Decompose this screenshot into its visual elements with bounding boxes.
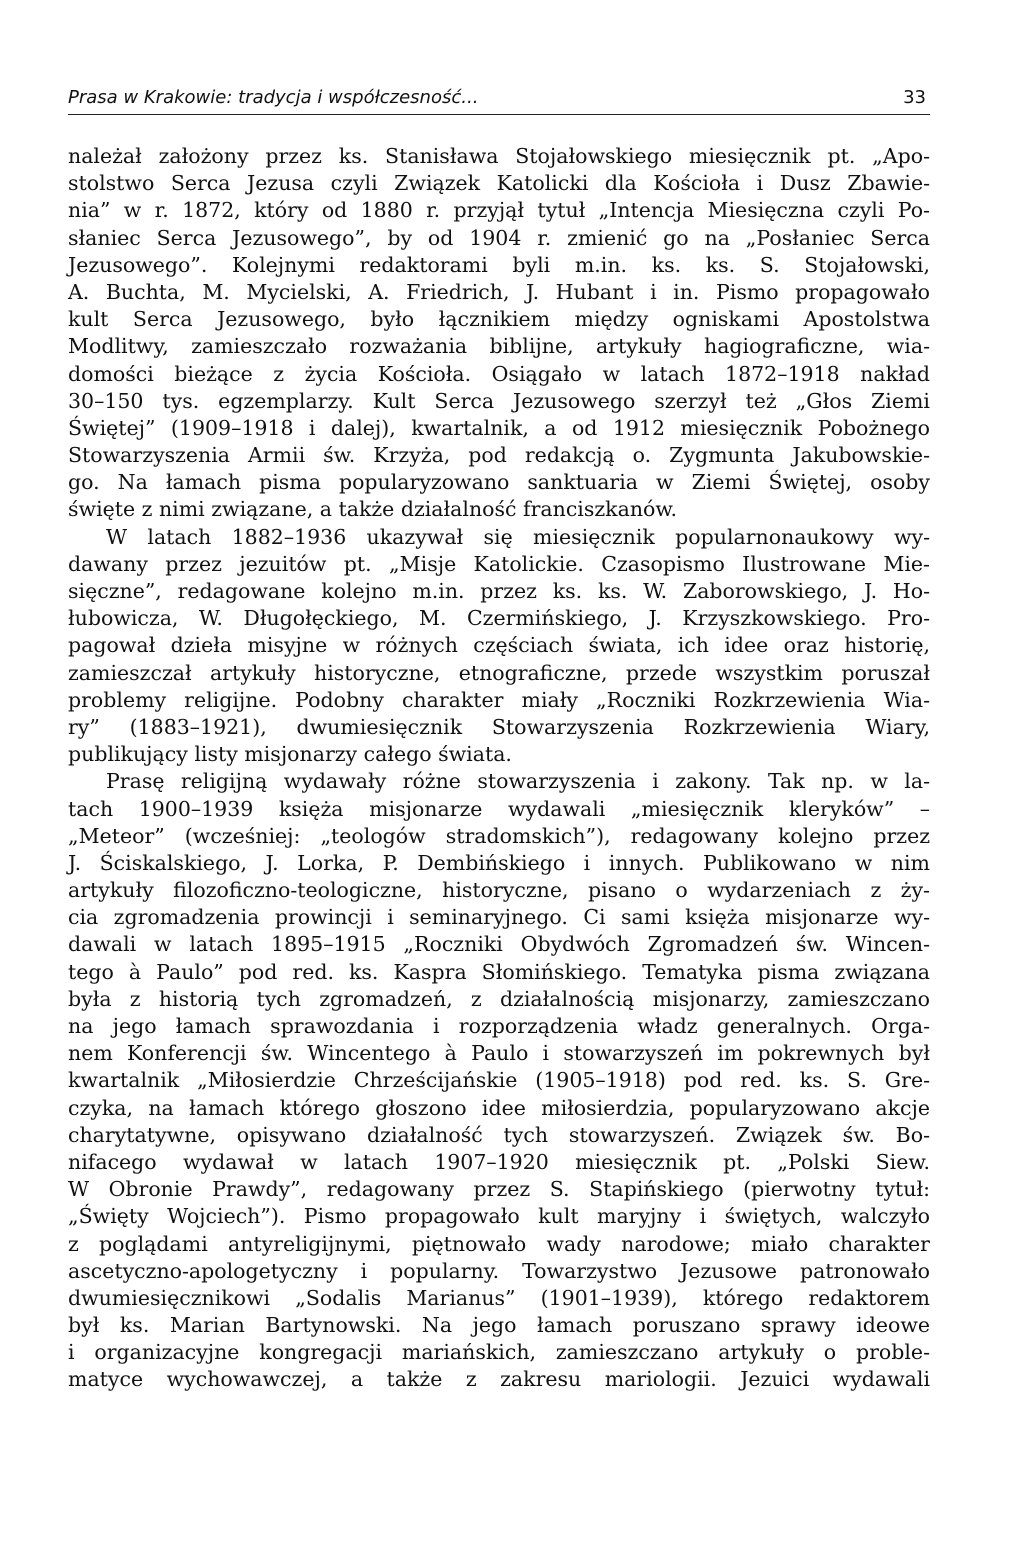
text-line: ry” (1883–1921), dwumiesięcznik Stowarzyszenia Rozkrzewienia Wiary, [68, 714, 930, 739]
text-line: „Meteor” (wcześniej: „teologów stradomskich”), redagowany kolejno przez [68, 823, 930, 848]
document-page [68, 86, 930, 1394]
text-line: matyce wychowawczej, a także z zakresu mariologii. Jezuici wydawali [68, 1367, 930, 1392]
text-line: była z historią tych zgromadzeń, z działalnością misjonarzy, zamieszczano [68, 986, 930, 1011]
page-number: 33 [903, 87, 926, 108]
header-title: Prasa w Krakowie: tradycja i współczesność... [68, 87, 479, 108]
text-line: problemy religijne. Podobny charakter miały „Roczniki Rozkrzewienia Wia- [68, 687, 930, 712]
text-line: go. Na łamach pisma popularyzowano sanktuaria w Ziemi Świętej, osoby [68, 470, 930, 495]
paragraph [68, 768, 930, 1393]
text-line: i organizacyjne kongregacji mariańskich, zamieszczano artykuły o proble- [68, 1340, 930, 1365]
text-line: artykuły filozoficzno-teologiczne, historyczne, pisano o wydarzeniach z ży- [68, 878, 930, 903]
text-line: Modlitwy, zamieszczało rozważania biblijne, artykuły hagiograficzne, wia- [68, 334, 930, 359]
paragraph [68, 524, 930, 769]
text-line: „Święty Wojciech”). Pismo propagowało kult maryjny i świętych, walczyło [68, 1204, 930, 1229]
text-line: tach 1900–1939 księża misjonarze wydawali „miesięcznik kleryków” – [68, 796, 930, 821]
text-line: należał założony przez ks. Stanisława Stojałowskiego miesięcznik pt. „Apo- [68, 144, 930, 168]
text-line: dawali w latach 1895–1915 „Roczniki Obydwóch Zgromadzeń św. Wincen- [68, 932, 930, 957]
text-line: nem Konferencji św. Wincentego à Paulo i stowarzyszeń im pokrewnych był [68, 1041, 930, 1066]
text-line: słaniec Serca Jezusowego”, by od 1904 r. zmienić go na „Posłaniec Serca [68, 225, 930, 250]
text-line: Stowarzyszenia Armii św. Krzyża, pod redakcją o. Zygmunta Jakubowskie- [68, 443, 930, 468]
text-line: kwartalnik „Miłosierdzie Chrześcijańskie (1905–1918) pod red. ks. S. Gre- [68, 1068, 930, 1093]
text-line: dwumiesięcznikowi „Sodalis Marianus” (1901–1939), którego redaktorem [68, 1285, 930, 1310]
text-line: na jego łamach sprawozdania i rozporządzenia władz generalnych. Orga- [68, 1014, 930, 1038]
text-line: pagował dzieła misyjne w różnych częściach świata, ich idee oraz historię, [68, 633, 930, 658]
body-text [68, 143, 930, 1394]
text-line: Świętej” (1909–1918 i dalej), kwartalnik, a od 1912 miesięcznik Pobożnego [68, 415, 930, 440]
text-line: J. Ściskalskiego, J. Lorka, P. Dembińskiego i innych. Publikowano w nim [68, 850, 930, 875]
text-line: Jezusowego”. Kolejnymi redaktorami byli m.in. ks. ks. S. Stojałowski, [68, 252, 930, 277]
running-header [68, 86, 930, 115]
text-line: stolstwo Serca Jezusa czyli Związek Katolicki dla Kościoła i Dusz Zbawie- [68, 171, 930, 196]
text-line: cia zgromadzenia prowincji i seminaryjnego. Ci sami księża misjonarze wy- [68, 905, 930, 930]
text-line: był ks. Marian Bartynowski. Na jego łamach poruszano sprawy ideowe [68, 1313, 930, 1338]
paragraph [68, 143, 930, 524]
text-line: sięczne”, redagowane kolejno m.in. przez ks. ks. W. Zaborowskiego, J. Ho- [68, 579, 930, 603]
text-line: kult Serca Jezusowego, było łącznikiem między ogniskami Apostolstwa [68, 307, 930, 332]
text-line: czyka, na łamach którego głoszono idee miłosierdzia, popularyzowano akcje [68, 1095, 930, 1120]
text-line: nifacego wydawał w latach 1907–1920 miesięcznik pt. „Polski Siew. [68, 1149, 930, 1174]
text-line: domości bieżące z życia Kościoła. Osiągało w latach 1872–1918 nakład [68, 361, 930, 386]
text-line: z poglądami antyreligijnymi, piętnowało wady narodowe; miało charakter [68, 1231, 930, 1256]
text-line: dawany przez jezuitów pt. „Misje Katolickie. Czasopismo Ilustrowane Mie- [68, 551, 930, 576]
text-line: tego à Paulo” pod red. ks. Kaspra Słomińskiego. Tematyka pisma związana [68, 959, 930, 984]
text-line: charytatywne, opisywano działalność tych stowarzyszeń. Związek św. Bo- [68, 1122, 930, 1147]
text-line: święte z nimi związane, a także działalność franciszkanów. [68, 497, 677, 522]
text-line: ascetyczno-apologetyczny i popularny. Towarzystwo Jezusowe patronowało [68, 1258, 930, 1283]
text-line: zamieszczał artykuły historyczne, etnograficzne, przede wszystkim poruszał [68, 660, 930, 685]
text-line: publikujący listy misjonarzy całego świata. [68, 742, 512, 767]
text-line: Prasę religijną wydawały różne stowarzyszenia i zakony. Tak np. w la- [106, 769, 930, 794]
text-line: W Obronie Prawdy”, redagowany przez S. Stapińskiego (pierwotny tytuł: [68, 1177, 930, 1202]
text-line: nia” w r. 1872, który od 1880 r. przyjął tytuł „Intencja Miesięczna czyli Po- [68, 198, 930, 223]
text-line: 30–150 tys. egzemplarzy. Kult Serca Jezusowego szerzył też „Głos Ziemi [68, 388, 930, 413]
text-line: łubowicza, W. Długołęckiego, M. Czermińskiego, J. Krzyszkowskiego. Pro- [68, 606, 930, 631]
text-line: W latach 1882–1936 ukazywał się miesięcznik popularnonaukowy wy- [106, 524, 930, 549]
text-line: A. Buchta, M. Mycielski, A. Friedrich, J. Hubant i in. Pismo propagowało [68, 279, 930, 304]
